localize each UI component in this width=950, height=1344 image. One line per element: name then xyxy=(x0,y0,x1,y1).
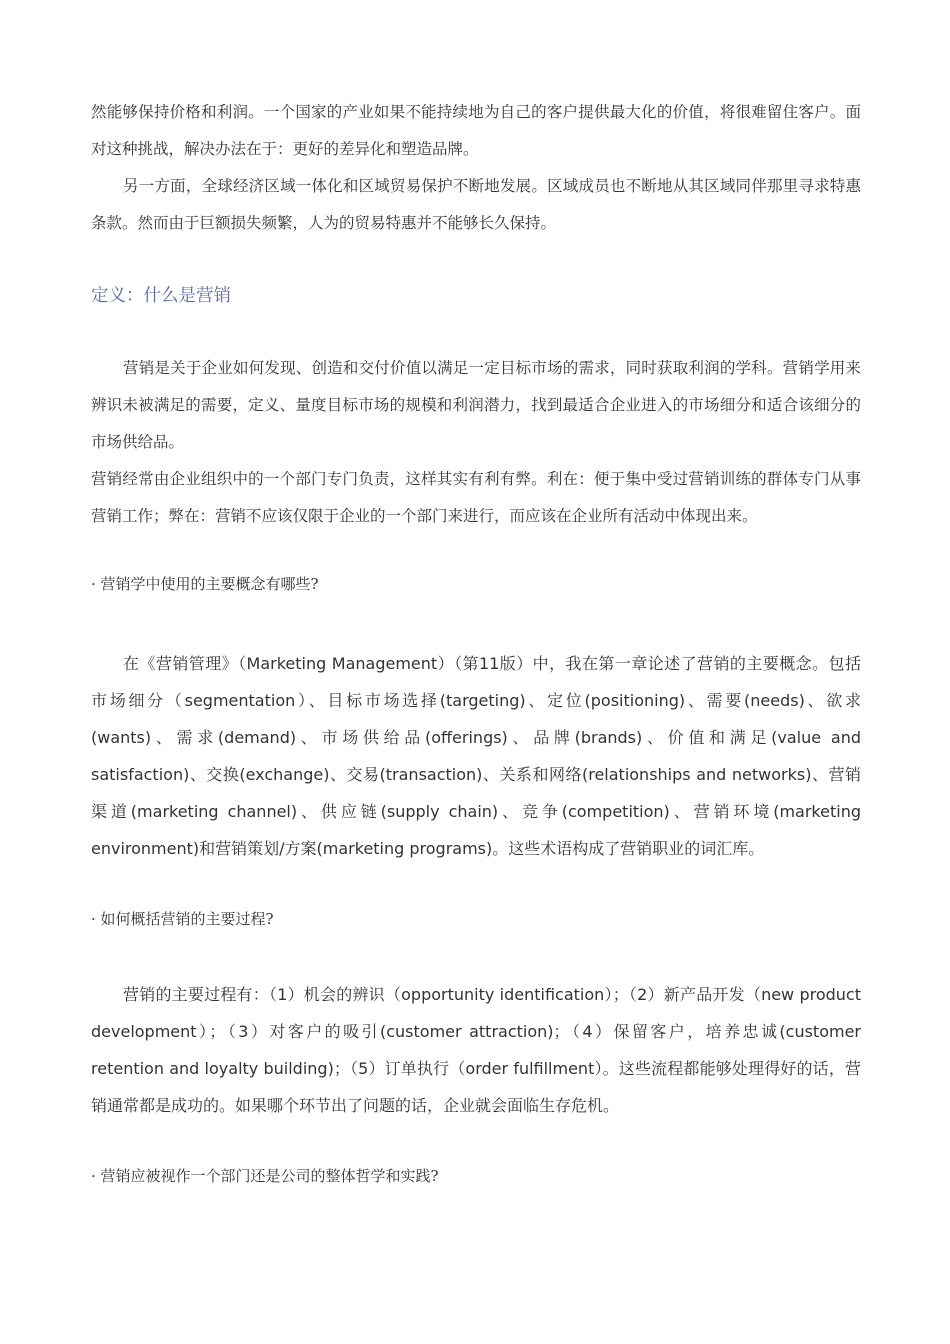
paragraph-regional-trade: 另一方面，全球经济区域一体化和区域贸易保护不断地发展。区域成员也不断地从其区域同伴那里寻求特惠条款。然而由于巨额损失频繁，人为的贸易特惠并不能够长久保持。 xyxy=(91,177,861,232)
section-heading-definition: 定义：什么是营销 xyxy=(91,286,231,306)
paragraph-main-concepts: 在《营销管理》（Marketing Management）（第11版）中，我在第一章论述了营销的主要概念。包括市场细分（segmentation）、目标市场选择(targeting)、定位(positioning)、需要(needs)、欲求(wants)、需求(demand)、市场供给品(offerings)、品牌(brands)、价值和满足(value and satisfaction)、交换(exchange)、交易(transaction)、关系和网络(relationships and networks)、营销渠道(marketing channel)、供应链(supply chain)、竞争(competition)、营销环境(marketing environment)和营销策划/方案(marketing programs)。这些术语构成了营销职业的词汇库。 xyxy=(91,654,861,858)
paragraph-marketing-definition: 营销是关于企业如何发现、创造和交付价值以满足一定目标市场的需求，同时获取利润的学科。营销学用来辨识未被满足的需要，定义、量度目标市场的规模和利润潜力，找到最适合企业进入的市场细分和适合该细分的市场供给品。 xyxy=(91,359,861,451)
document-body xyxy=(91,94,861,1188)
question-main-concepts: · 营销学中使用的主要概念有哪些? xyxy=(91,575,319,593)
paragraph-marketing-department: 营销经常由企业组织中的一个部门专门负责，这样其实有利有弊。利在：便于集中受过营销训练的群体专门从事营销工作；弊在：营销不应该仅限于企业的一个部门来进行，而应该在企业所有活动中体现出来。 xyxy=(91,470,861,525)
question-main-process: · 如何概括营销的主要过程? xyxy=(91,910,274,928)
paragraph-value-retention: 然能够保持价格和利润。一个国家的产业如果不能持续地为自己的客户提供最大化的价值，将很难留住客户。面对这种挑战，解决办法在于：更好的差异化和塑造品牌。 xyxy=(91,103,861,158)
paragraph-main-process: 营销的主要过程有：（1）机会的辨识（opportunity identification）；（2）新产品开发（new product development）；（3）对客户的吸引(customer attraction)；（4）保留客户，培养忠诚(customer retention and loyalty building)；（5）订单执行（order fulfillment）。这些流程都能够处理得好的话，营销通常都是成功的。如果哪个环节出了问题的话，企业就会面临生存危机。 xyxy=(91,985,861,1115)
question-department-or-philosophy: · 营销应被视作一个部门还是公司的整体哲学和实践? xyxy=(91,1167,439,1185)
